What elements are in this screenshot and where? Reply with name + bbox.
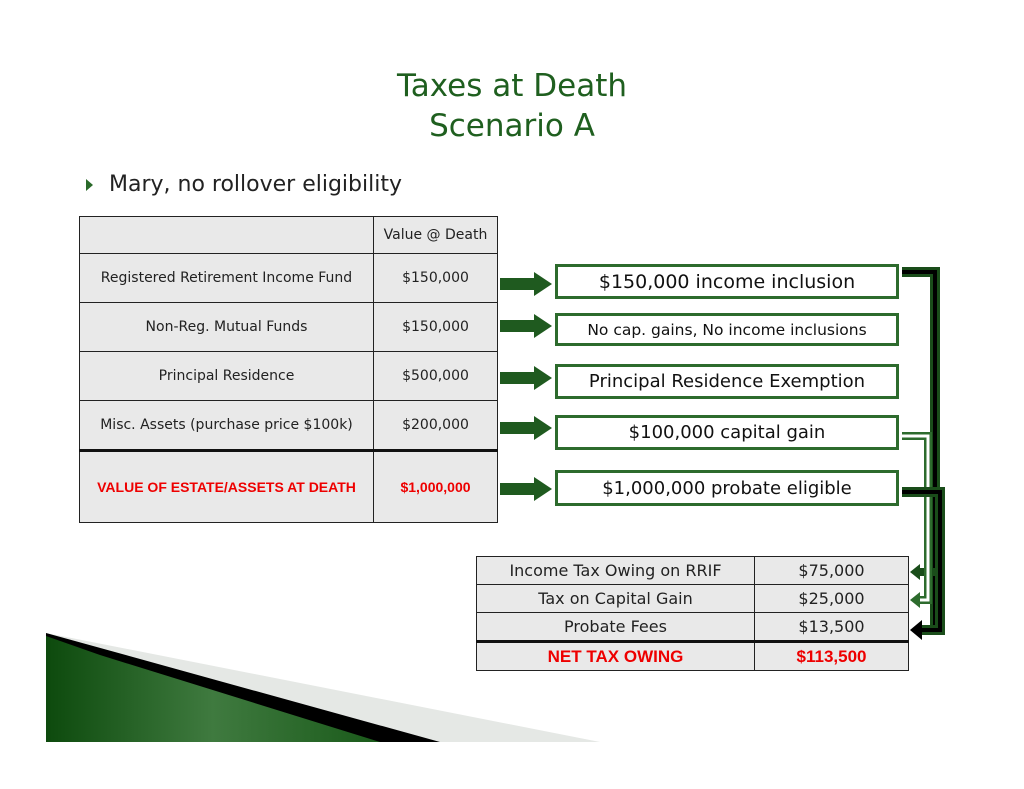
arrow-icon (500, 366, 552, 390)
row-value: $75,000 (755, 557, 909, 585)
row-label: Non-Reg. Mutual Funds (80, 303, 374, 352)
row-label: Misc. Assets (purchase price $100k) (80, 401, 374, 451)
row-arrows (500, 272, 552, 501)
arrow-icon (500, 477, 552, 501)
outcome-box: $100,000 capital gain (555, 415, 899, 450)
row-label: Probate Fees (477, 613, 755, 642)
row-label: Income Tax Owing on RRIF (477, 557, 755, 585)
row-value: $500,000 (374, 352, 498, 401)
row-label: Registered Retirement Income Fund (80, 254, 374, 303)
total-value: $113,500 (755, 642, 909, 671)
bullet-text: Mary, no rollover eligibility (109, 172, 402, 197)
bullet-triangle-icon (86, 179, 93, 191)
header-value: Value @ Death (374, 217, 498, 254)
table-row (477, 613, 909, 642)
table-row (80, 303, 498, 352)
total-row (80, 451, 498, 523)
row-label: Principal Residence (80, 352, 374, 401)
row-label: Tax on Capital Gain (477, 585, 755, 613)
outcome-box: Principal Residence Exemption (555, 364, 899, 399)
tax-owing-table (476, 556, 909, 671)
arrow-icon (500, 416, 552, 440)
row-value: $25,000 (755, 585, 909, 613)
table-row (477, 585, 909, 613)
total-value: $1,000,000 (374, 451, 498, 523)
table-row (80, 401, 498, 451)
bullet-point (86, 172, 402, 197)
row-value: $150,000 (374, 254, 498, 303)
header-blank (80, 217, 374, 254)
table-row (80, 352, 498, 401)
row-value: $150,000 (374, 303, 498, 352)
total-label: NET TAX OWING (477, 642, 755, 671)
assets-table (79, 216, 498, 523)
arrow-icon (500, 314, 552, 338)
total-label: VALUE OF ESTATE/ASSETS AT DEATH (80, 451, 374, 523)
slide-title: Taxes at Death (396, 68, 628, 104)
outcome-box: $150,000 income inclusion (555, 264, 899, 299)
row-value: $13,500 (755, 613, 909, 642)
row-value: $200,000 (374, 401, 498, 451)
outcome-box: $1,000,000 probate eligible (555, 470, 899, 506)
arrow-icon (500, 272, 552, 296)
table-row (80, 254, 498, 303)
outcome-box: No cap. gains, No income inclusions (555, 313, 899, 346)
slide-subtitle: Scenario A (429, 108, 595, 144)
total-row (477, 642, 909, 671)
table-row (477, 557, 909, 585)
